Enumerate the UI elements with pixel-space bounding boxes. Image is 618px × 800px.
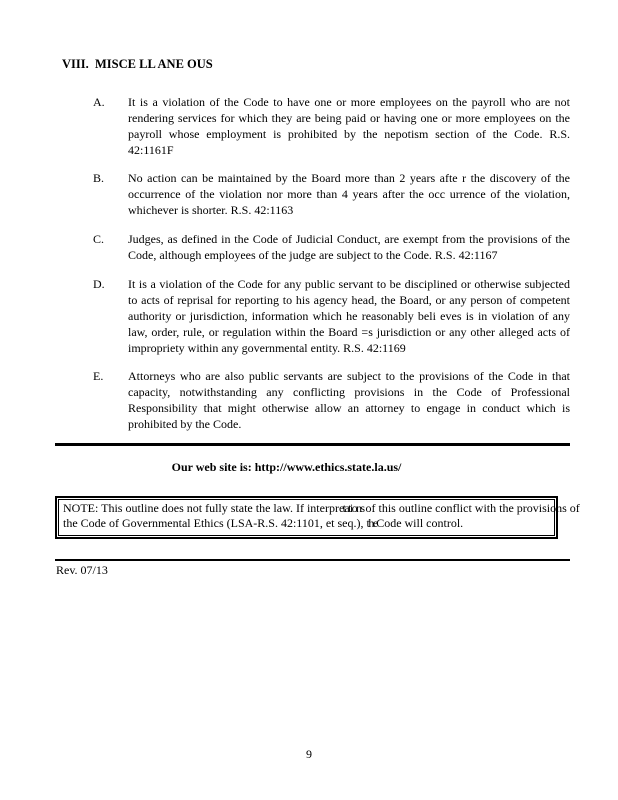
note-box-inner bbox=[58, 499, 580, 536]
page-number: 9 bbox=[306, 747, 312, 761]
outline-item-b bbox=[93, 170, 570, 218]
item-text: No action can be maintained by the Board more than 2 years afte r the discovery of the occurrence of the violation nor more than 4 years after the occ urrence of the violation, whichever is shorter. R.S. 42:1163 bbox=[128, 171, 570, 217]
note-line-1 bbox=[63, 501, 580, 516]
outline-item-e bbox=[93, 368, 570, 432]
section-heading bbox=[62, 56, 570, 72]
revision-label: Rev. 07/13 bbox=[56, 563, 108, 577]
note-box bbox=[55, 496, 580, 539]
horizontal-divider-thin bbox=[55, 559, 570, 561]
note-line2-post: Code will control. bbox=[376, 516, 464, 530]
item-letter: B. bbox=[93, 171, 105, 185]
item-text: It is a violation of the Code for any public servant to be disciplined or otherwise subjected to acts of reprisal for reporting to his agency head, the Board, or any person of competent authority or jurisdiction, information which he reasonably beli eves is in violation of any law, order, rule, or regulation within the Board =s jurisdiction or any other alleged acts of impropriety within any governmental entity. R.S. 42:1169 bbox=[128, 277, 570, 355]
note-line2-squeezed: the bbox=[366, 516, 379, 530]
item-letter: C. bbox=[93, 232, 105, 246]
item-letter: E. bbox=[93, 369, 104, 383]
section-title: MISCE LL ANE OUS bbox=[95, 57, 213, 71]
horizontal-divider-thick bbox=[55, 443, 570, 446]
item-text: Attorneys who are also public servants are subject to the provisions of the Code in that capacity, notwithstanding any conflicting provisions in the Code of Professional Responsibility that might otherwise allow an attorney to engage in conduct which is prohibited by the Code. bbox=[128, 369, 570, 431]
website-line: Our web site is: http://www.ethics.state.la.us/ bbox=[171, 460, 402, 474]
note-line1-pre: NOTE: This outline does not fully state the law. If interpr bbox=[63, 501, 339, 515]
item-letter: D. bbox=[93, 277, 105, 291]
note-line1-post: of this outline conflict with the provisions of bbox=[362, 501, 580, 515]
outline-item-a bbox=[93, 94, 570, 158]
note-line1-squeezed: etations bbox=[338, 501, 364, 515]
item-text: It is a violation of the Code to have one or more employees on the payroll who are not rendering services for which they are being paid or having one or more employees on the payroll whose employment is prohibited by the nepotism section of the Code. R.S. 42:1161F bbox=[128, 95, 570, 157]
section-number: VIII. bbox=[62, 57, 89, 71]
item-text: Judges, as defined in the Code of Judicial Conduct, are exempt from the provisions of the Code, although employees of the judge are subject to the Code. R.S. 42:1167 bbox=[128, 232, 570, 262]
note-line-2 bbox=[63, 516, 554, 531]
outline-item-d bbox=[93, 276, 570, 356]
item-letter: A. bbox=[93, 95, 105, 109]
note-line2-pre: the Code of Governmental Ethics (LSA-R.S. 42:1101, et seq.), bbox=[63, 516, 367, 530]
website-row bbox=[55, 459, 570, 475]
outline-item-c bbox=[93, 231, 570, 263]
